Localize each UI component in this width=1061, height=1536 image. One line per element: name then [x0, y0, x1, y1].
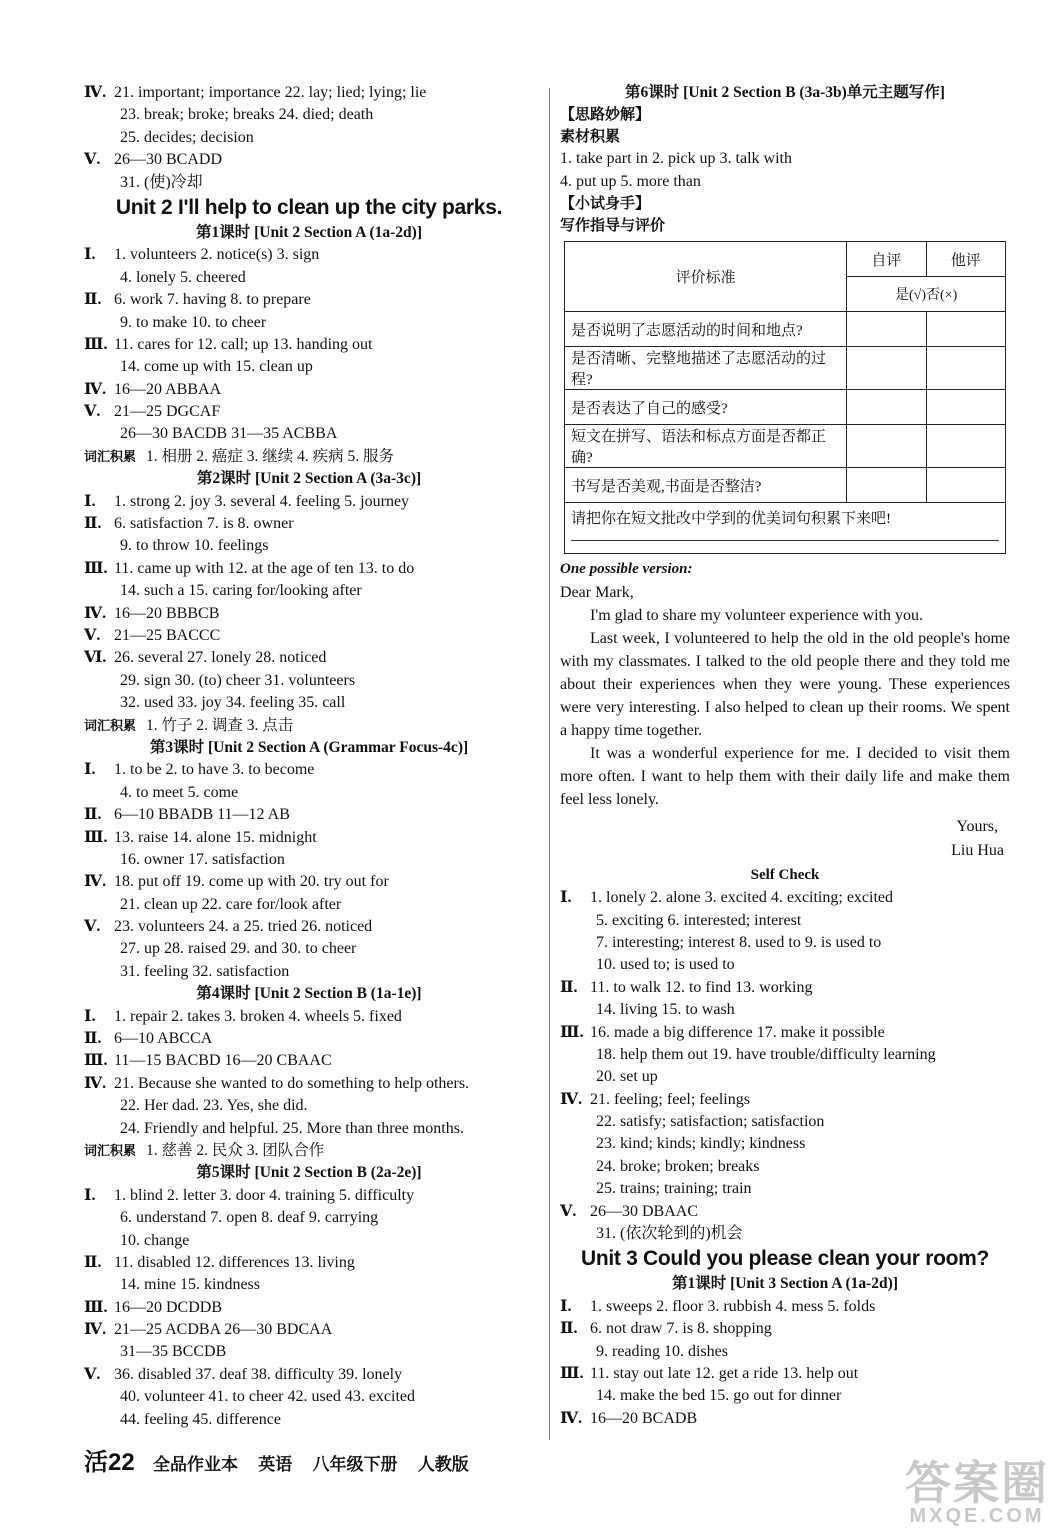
answer-text: 9. to make 10. to cheer: [120, 313, 267, 331]
section-number: Ⅲ.: [84, 828, 108, 846]
vocab-label: 词汇积累: [84, 448, 137, 464]
section-number: Ⅰ.: [84, 1186, 96, 1204]
answer-text: 9. reading 10. dishes: [596, 1342, 728, 1360]
subsection-heading: 【小试身手】: [560, 196, 651, 213]
answer-line: [84, 1207, 534, 1229]
answer-text: 16. owner 17. satisfaction: [120, 850, 285, 868]
letter-closing: Yours,: [956, 818, 998, 836]
answer-text: 11. came up with 12. at the age of ten 13. to do: [114, 559, 415, 577]
section-number: Ⅱ.: [84, 1030, 102, 1048]
section-number: Ⅳ.: [84, 873, 107, 891]
lesson-heading: 第1课时 [Unit 2 Section A (1a-2d)]: [195, 223, 423, 241]
section-number: Ⅲ.: [560, 1023, 584, 1041]
answer-text: 11. disabled 12. differences 13. living: [114, 1253, 355, 1271]
section-number: Ⅳ.: [560, 1090, 583, 1108]
answer-line: [84, 104, 534, 126]
section-number: Ⅰ.: [84, 761, 96, 779]
answer-line: [84, 1050, 534, 1072]
answer-text: 1. volunteers 2. notice(s) 3. sign: [114, 246, 320, 264]
eval-self-cell[interactable]: [847, 347, 926, 390]
answer-line: [84, 1118, 534, 1140]
answer-line: [84, 1230, 534, 1252]
lesson-heading: 第1课时 [Unit 3 Section A (1a-2d)]: [671, 1275, 899, 1293]
vocab-label: 词汇积累: [84, 1142, 137, 1158]
answer-text: 1. repair 2. takes 3. broken 4. wheels 5. fixed: [114, 1007, 402, 1025]
answer-text: 14. come up with 15. clean up: [120, 358, 313, 376]
answer-line: [84, 149, 534, 171]
answer-text: 32. used 33. joy 34. feeling 35. call: [120, 694, 346, 712]
answer-line: [560, 1178, 1010, 1200]
answer-text: 16—20 ABBAA: [114, 380, 222, 398]
answer-text: 11—15 BACBD 16—20 CBAAC: [114, 1052, 332, 1070]
answer-text: 9. to throw 10. feelings: [120, 537, 269, 555]
answer-text: 26—30 DBAAC: [590, 1202, 699, 1220]
footer-subject: 英语: [258, 1455, 293, 1474]
answer-text: 22. satisfy; satisfaction; satisfaction: [596, 1113, 825, 1131]
answer-line: [560, 148, 1010, 170]
answer-line: [84, 1274, 534, 1296]
answer-line: [84, 558, 534, 580]
answer-text: 23. break; broke; breaks 24. died; death: [120, 106, 374, 124]
answer-text: 25. decides; decision: [120, 128, 254, 146]
answer-text: 6—10 ABCCA: [114, 1030, 213, 1048]
answer-text: 6. understand 7. open 8. deaf 9. carrying: [120, 1209, 379, 1227]
answer-text: 11. cares for 12. call; up 13. handing out: [114, 335, 373, 353]
answer-line: [84, 513, 534, 535]
lesson-heading: 第3课时 [Unit 2 Section A (Grammar Focus-4c)]: [149, 738, 469, 756]
eval-other-cell[interactable]: [926, 425, 1005, 468]
answer-text: 29. sign 30. (to) cheer 31. volunteers: [120, 671, 356, 689]
eval-header-other: 他评: [926, 242, 1005, 277]
answer-line: [560, 1223, 1010, 1245]
answer-text: 1. blind 2. letter 3. door 4. training 5. difficulty: [114, 1186, 415, 1204]
answer-line: [560, 1156, 1010, 1178]
right-column: [560, 82, 1010, 1430]
answer-line: [84, 871, 534, 893]
section-number: Ⅱ.: [560, 978, 578, 996]
answer-text: 18. help them out 19. have trouble/difficulty learning: [596, 1045, 936, 1063]
vocab-text: 1. 竹子 2. 调查 3. 点击: [146, 716, 294, 734]
answer-text: 23. volunteers 24. a 25. tried 26. noticed: [114, 918, 373, 936]
vocab-text: 1. 相册 2. 癌症 3. 继续 4. 疾病 5. 服务: [146, 447, 395, 465]
answer-line: [560, 999, 1010, 1021]
section-number: Ⅰ.: [560, 1297, 572, 1315]
letter-greeting: Dear Mark,: [560, 584, 634, 602]
answer-line: [84, 1252, 534, 1274]
eval-other-cell[interactable]: [926, 468, 1005, 503]
lesson-heading: 第6课时 [Unit 2 Section B (3a-3b)单元主题写作]: [625, 84, 945, 101]
page-number: 活22: [84, 1449, 135, 1476]
answer-line: [84, 603, 534, 625]
eval-self-cell[interactable]: [847, 390, 926, 425]
footer-book: 全品作业本: [152, 1455, 238, 1474]
eval-self-cell[interactable]: [847, 468, 926, 503]
answer-line: [560, 171, 1010, 193]
answer-text: 31—35 BCCDB: [120, 1343, 227, 1361]
answer-line: [560, 1133, 1010, 1155]
answer-text: 1. to be 2. to have 3. to become: [114, 761, 315, 779]
eval-criterion: 是否表达了自己的感受?: [565, 390, 847, 425]
answer-text: 31. (依次轮到的)机会: [596, 1225, 743, 1243]
answer-line: [84, 334, 534, 356]
section-number: Ⅰ.: [84, 246, 96, 264]
answer-text: 10. change: [120, 1231, 190, 1249]
answer-text: 16—20 BBBCB: [114, 604, 220, 622]
answer-line: [84, 1297, 534, 1319]
answer-line: [560, 1022, 1010, 1044]
answer-text: 5. exciting 6. interested; interest: [596, 911, 802, 929]
answer-text: 14. make the bed 15. go out for dinner: [596, 1387, 842, 1405]
answer-text: 14. living 15. to wash: [596, 1001, 735, 1019]
answer-text: 14. mine 15. kindness: [120, 1276, 260, 1294]
section-number: Ⅳ.: [84, 1074, 107, 1092]
eval-other-cell[interactable]: [926, 347, 1005, 390]
answer-line: [84, 244, 534, 266]
eval-criterion: 是否清晰、完整地描述了志愿活动的过程?: [565, 347, 847, 390]
answer-line: [560, 1066, 1010, 1088]
eval-footer-text: 请把你在短文批改中学到的优美词句积累下来吧!: [571, 511, 891, 528]
section-number: Ⅳ.: [84, 380, 107, 398]
vocab-line: [84, 715, 534, 737]
answer-line: [560, 910, 1010, 932]
answer-text: 16. made a big difference 17. make it possible: [590, 1023, 885, 1041]
answer-line: [84, 580, 534, 602]
answer-text: 6. work 7. having 8. to prepare: [114, 291, 311, 309]
vocab-line: [84, 1140, 534, 1162]
answer-text: 14. such a 15. caring for/looking after: [120, 582, 362, 600]
section-number: Ⅱ.: [84, 515, 102, 533]
answer-line: [84, 1341, 534, 1363]
section-number: Ⅱ.: [84, 1253, 102, 1271]
answer-line: [560, 932, 1010, 954]
answer-line: [84, 401, 534, 423]
sample-letter: [560, 558, 1010, 863]
letter-paragraph: It was a wonderful experience for me. I decided to visit them more often. I want to help them with their daily life and make them feel less lonely.: [560, 745, 1010, 809]
answer-line: [84, 1006, 534, 1028]
section-number: Ⅲ.: [84, 559, 108, 577]
evaluation-table: [564, 241, 1006, 554]
section-number: Ⅴ.: [84, 151, 101, 169]
section-number: Ⅰ.: [84, 1007, 96, 1025]
section-number: Ⅱ.: [84, 806, 102, 824]
answer-text: 16—20 BCADB: [590, 1409, 698, 1427]
answer-text: 27. up 28. raised 29. and 30. to cheer: [120, 940, 357, 958]
answer-line: [560, 1296, 1010, 1318]
column-divider: [549, 88, 550, 1440]
section-number: Ⅳ.: [560, 1409, 583, 1427]
answer-text: 26. several 27. lonely 28. noticed: [114, 649, 327, 667]
answer-line: [560, 1044, 1010, 1066]
answer-text: 26—30 BCADD: [114, 151, 223, 169]
footer-edition: 人教版: [417, 1455, 469, 1474]
answer-line: [560, 1363, 1010, 1385]
vocab-line: [84, 446, 534, 468]
answer-line: [560, 1201, 1010, 1223]
self-check-heading: Self Check: [750, 867, 820, 884]
answer-line: [84, 827, 534, 849]
answer-line: [84, 491, 534, 513]
answer-text: 11. stay out late 12. get a ride 13. help out: [590, 1364, 859, 1382]
lesson-heading: 第5课时 [Unit 2 Section B (2a-2e)]: [196, 1164, 422, 1182]
eval-header-yesno: 是(√)否(×): [847, 277, 1006, 312]
answer-line: [84, 1409, 534, 1431]
watermark-logo: [905, 1457, 1049, 1527]
answer-text: 11. to walk 12. to find 13. working: [590, 978, 813, 996]
answer-line: [560, 887, 1010, 909]
answer-line: [84, 894, 534, 916]
answer-text: 21—25 DGCAF: [114, 403, 221, 421]
answer-line: [84, 625, 534, 647]
section-number: Ⅴ.: [84, 918, 101, 936]
answer-line: [560, 954, 1010, 976]
answer-line: [560, 1089, 1010, 1111]
answer-line: [560, 1408, 1010, 1430]
section-number: Ⅵ.: [84, 649, 107, 667]
self-check-and-unit3: [560, 863, 1010, 1430]
eval-criterion: 短文在拼写、语法和标点方面是否都正确?: [565, 425, 847, 468]
answer-text: 24. Friendly and helpful. 25. More than three months.: [120, 1119, 464, 1137]
lesson6-section: [560, 82, 1010, 237]
unit-heading: Unit 3 Could you please clean your room?: [580, 1247, 990, 1271]
answer-text: 1. sweeps 2. floor 3. rubbish 4. mess 5. folds: [590, 1297, 876, 1315]
answer-text: 16—20 DCDDB: [114, 1298, 223, 1316]
answer-line: [84, 938, 534, 960]
answer-text: 4. to meet 5. come: [120, 783, 239, 801]
answer-text: 23. kind; kinds; kindly; kindness: [596, 1135, 806, 1153]
answer-text: 1. strong 2. joy 3. several 4. feeling 5. journey: [114, 492, 410, 510]
answer-line: [84, 1185, 534, 1207]
section-number: Ⅲ.: [84, 1298, 108, 1316]
answer-text: 21—25 ACDBA 26—30 BDCAA: [114, 1321, 333, 1339]
letter-paragraph: Last week, I volunteered to help the old in the old people's home with my classmates. I talked to the old people there and they told me about their experiences when they were young. These experiences were very interesting. I also helped to clean up their rooms. We spent a happy time together.: [560, 630, 1010, 740]
section-number: Ⅱ.: [84, 291, 102, 309]
lesson-heading: 第2课时 [Unit 2 Section A (3a-3c)]: [196, 470, 422, 488]
watermark-url: MXQE.COM: [909, 1505, 1045, 1527]
answer-text: 13. raise 14. alone 15. midnight: [114, 828, 317, 846]
answer-text: 21—25 BACCC: [114, 626, 221, 644]
lesson-heading: 第4课时 [Unit 2 Section B (1a-1e)]: [196, 985, 422, 1003]
eval-self-cell[interactable]: [847, 312, 926, 347]
answer-line: [84, 1095, 534, 1117]
answer-line: [560, 1385, 1010, 1407]
section-number: Ⅳ.: [84, 1321, 107, 1339]
left-column: [84, 82, 534, 1431]
watermark-text: 答案圈: [905, 1457, 1049, 1509]
answer-line: [84, 289, 534, 311]
answer-text: 21. Because she wanted to do something to help others.: [114, 1074, 470, 1092]
eval-other-cell[interactable]: [926, 390, 1005, 425]
section-number: Ⅲ.: [84, 1052, 108, 1070]
answer-text: 21. important; importance 22. lay; lied; lying; lie: [114, 84, 427, 101]
section-number: Ⅱ.: [560, 1320, 578, 1338]
section-number: Ⅲ.: [84, 335, 108, 353]
answer-line: [84, 692, 534, 714]
answer-text: 6—10 BBADB 11—12 AB: [114, 806, 290, 824]
section-number: Ⅰ.: [560, 889, 572, 907]
letter-version-label: One possible version:: [560, 561, 693, 578]
answer-text: 1. lonely 2. alone 3. excited 4. exciting; excited: [590, 889, 894, 907]
answer-text: 4. put up 5. more than: [560, 172, 701, 190]
eval-header-criteria: 评价标准: [565, 242, 847, 312]
answer-line: [84, 670, 534, 692]
section-number: Ⅳ.: [84, 84, 107, 101]
answer-text: 22. Her dad. 23. Yes, she did.: [120, 1097, 308, 1115]
answer-line: [84, 423, 534, 445]
letter-paragraph: I'm glad to share my volunteer experience with you.: [590, 607, 923, 625]
answer-line: [84, 312, 534, 334]
answer-text: 36. disabled 37. deaf 38. difficulty 39. lonely: [114, 1365, 403, 1383]
section-number: Ⅳ.: [84, 604, 107, 622]
answer-line: [84, 356, 534, 378]
subsection-heading: 素材积累: [560, 129, 621, 146]
eval-other-cell[interactable]: [926, 312, 1005, 347]
eval-footer-writing-line: [571, 540, 999, 541]
answer-text: 31. feeling 32. satisfaction: [120, 962, 290, 980]
answer-text: 25. trains; training; train: [596, 1180, 752, 1198]
vocab-label: 词汇积累: [84, 717, 137, 733]
answer-text: 40. volunteer 41. to cheer 42. used 43. excited: [120, 1388, 416, 1406]
answer-text: 20. set up: [596, 1068, 658, 1086]
answer-text: 10. used to; is used to: [596, 956, 735, 974]
answer-line: [84, 267, 534, 289]
vocab-text: 1. 慈善 2. 民众 3. 团队合作: [146, 1141, 325, 1159]
eval-header-self: 自评: [847, 242, 926, 277]
section-number: Ⅴ.: [84, 1365, 101, 1383]
answer-line: [560, 1318, 1010, 1340]
answer-text: 6. satisfaction 7. is 8. owner: [114, 515, 294, 533]
answer-line: [84, 82, 534, 104]
answer-line: [84, 782, 534, 804]
answer-line: [84, 916, 534, 938]
section-number: Ⅴ.: [84, 626, 101, 644]
answer-line: [560, 977, 1010, 999]
answer-line: [84, 647, 534, 669]
section-number: Ⅲ.: [560, 1364, 584, 1382]
answer-text: 21. clean up 22. care for/look after: [120, 895, 342, 913]
answer-line: [84, 1073, 534, 1095]
answer-line: [84, 759, 534, 781]
answer-line: [560, 1111, 1010, 1133]
eval-footer: [565, 503, 1006, 554]
answer-text: 31. (使)冷却: [120, 173, 203, 191]
section-number: Ⅴ.: [560, 1202, 577, 1220]
answer-line: [84, 127, 534, 149]
section-number: Ⅰ.: [84, 492, 96, 510]
answer-text: 24. broke; broken; breaks: [596, 1157, 760, 1175]
answer-text: 44. feeling 45. difference: [120, 1410, 281, 1428]
answer-text: 4. lonely 5. cheered: [120, 268, 246, 286]
answer-line: [84, 535, 534, 557]
eval-self-cell[interactable]: [847, 425, 926, 468]
answer-text: 7. interesting; interest 8. used to 9. is used to: [596, 933, 882, 951]
eval-criterion: 书写是否美观,书面是否整洁?: [565, 468, 847, 503]
answer-line: [84, 1319, 534, 1341]
section-number: Ⅴ.: [84, 403, 101, 421]
answer-text: 26—30 BACDB 31—35 ACBBA: [120, 425, 338, 443]
answer-line: [84, 804, 534, 826]
answer-line: [84, 1028, 534, 1050]
answer-text: 1. take part in 2. pick up 3. talk with: [560, 150, 792, 168]
unit-heading: Unit 2 I'll help to clean up the city parks.: [115, 195, 503, 219]
answer-line: [84, 379, 534, 401]
answer-text: 21. feeling; feel; feelings: [590, 1090, 750, 1108]
answer-line: [84, 961, 534, 983]
answer-line: [560, 1341, 1010, 1363]
letter-signature: Liu Hua: [951, 842, 1004, 860]
answer-text: 18. put off 19. come up with 20. try out for: [114, 873, 389, 891]
subsection-heading: 【思路妙解】: [560, 107, 651, 124]
subsection-heading: 写作指导与评价: [560, 218, 666, 235]
answer-text: 6. not draw 7. is 8. shopping: [590, 1320, 772, 1338]
footer-grade: 八年级下册: [312, 1455, 398, 1474]
page-footer: [84, 1442, 485, 1477]
answer-line: [84, 1386, 534, 1408]
answer-line: [84, 1364, 534, 1386]
answer-line: [84, 849, 534, 871]
eval-criterion: 是否说明了志愿活动的时间和地点?: [565, 312, 847, 347]
answer-line: [84, 172, 534, 194]
